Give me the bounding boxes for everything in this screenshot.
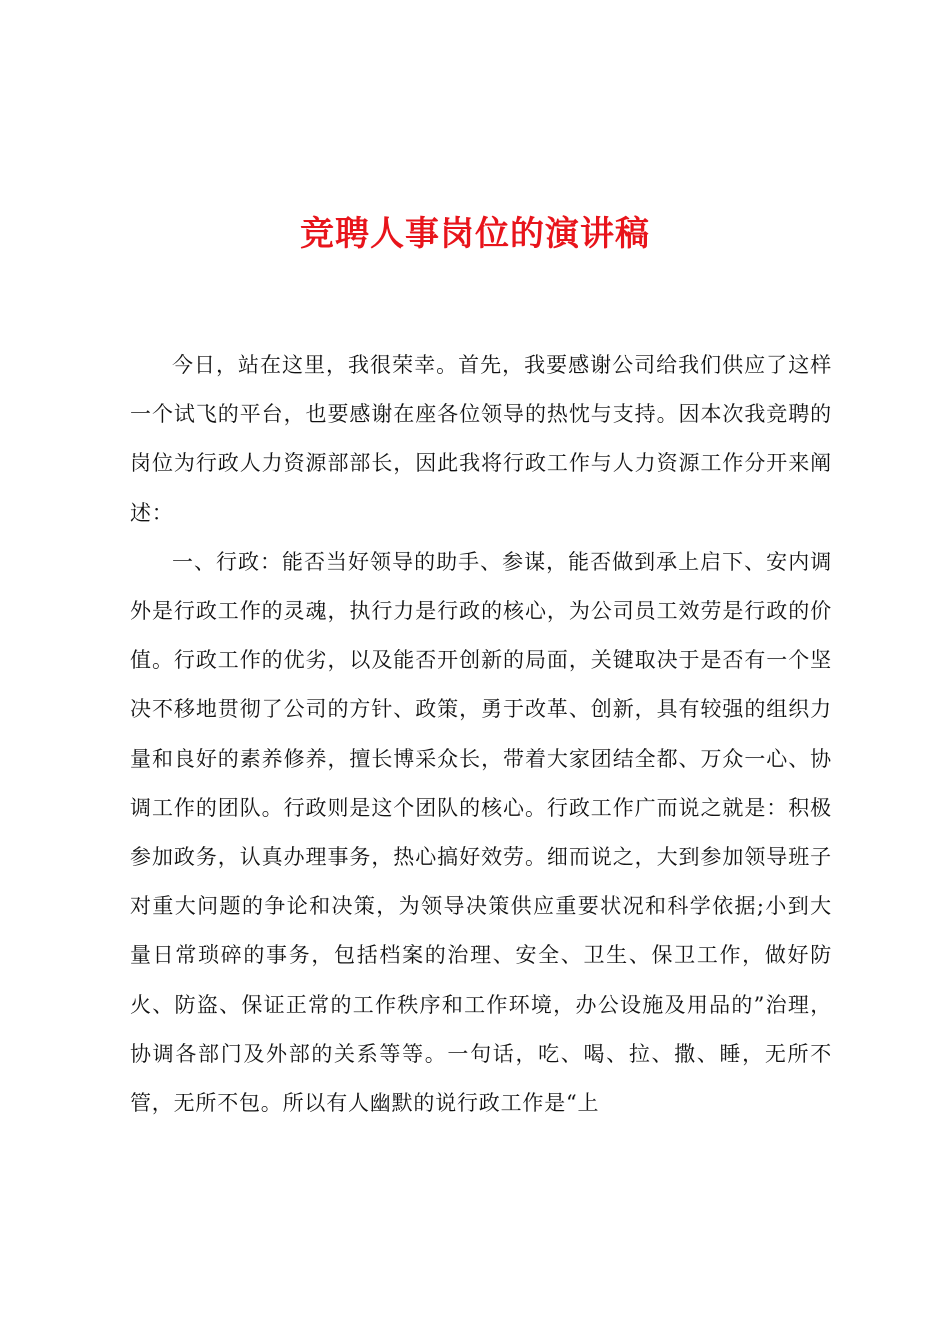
document-body	[130, 341, 832, 1128]
document-title: 竞聘人事岗位的演讲稿	[300, 214, 650, 254]
paragraph-administration: 一、行政：能否当好领导的助手、参谋，能否做到承上启下、安内调外是行政工作的灵魂，执行力是行政的核心，为公司员工效劳是行政的价值。行政工作的优劣，以及能否开创新的局面，关键取决于是否有一个坚决不移地贯彻了公司的方针、政策，勇于改革、创新，具有较强的组织力量和良好的素养修养，擅长博采众长，带着大家团结全都、万众一心、协调工作的团队。行政则是这个团队的核心。行政工作广而说之就是：积极参加政务，认真办理事务，热心搞好效劳。细而说之，大到参加领导班子对重大问题的争论和决策，为领导决策供应重要状况和科学依据;小到大量日常琐碎的事务，包括档案的治理、安全、卫生、保卫工作，做好防火、防盗、保证正常的工作秩序和工作环境，办公设施及用品的”治理，协调各部门及外部的关系等等。一句话，吃、喝、拉、撒、睡，无所不管，无所不包。所以有人幽默的说行政工作是“上	[130, 549, 832, 1116]
paragraph-intro: 今日，站在这里，我很荣幸。首先，我要感谢公司给我们供应了这样一个试飞的平台，也要感谢在座各位领导的热忱与支持。因本次我竞聘的岗位为行政人力资源部部长，因此我将行政工作与人力资源工作分开来阐述：	[130, 353, 832, 525]
